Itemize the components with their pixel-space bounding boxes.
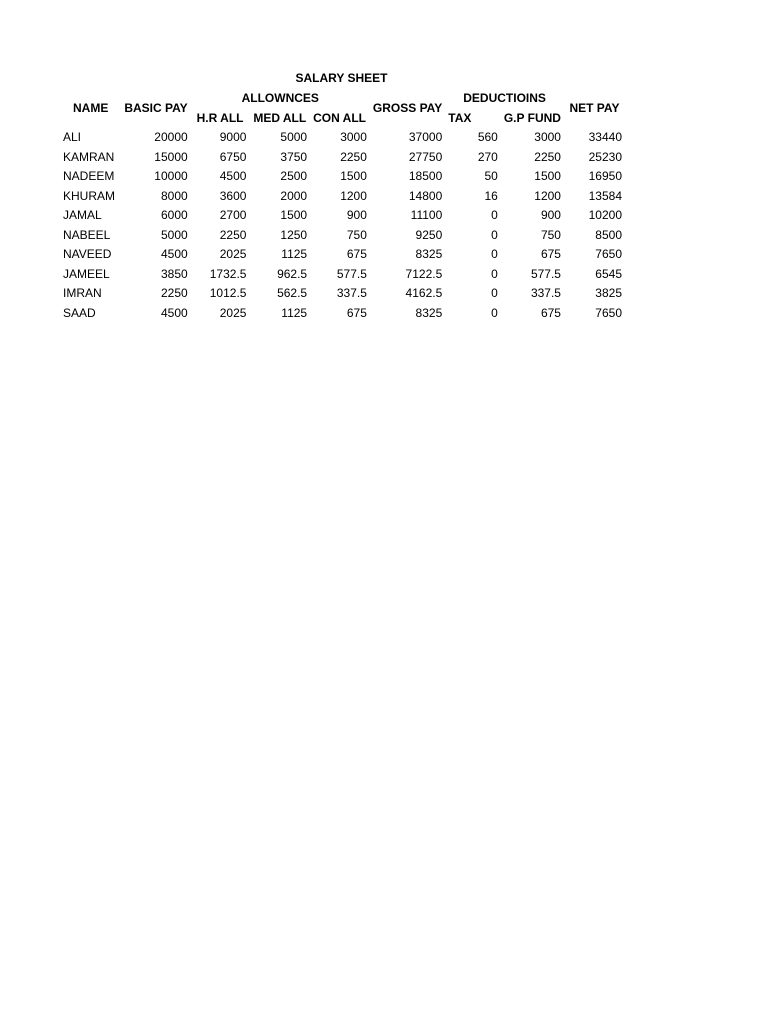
- header-allowances: ALLOWNCES: [241, 91, 319, 105]
- cell-med-all: 2000: [280, 188, 308, 203]
- cell-gp-fund: 900: [540, 208, 561, 222]
- cell-con-all: 577.5: [336, 266, 367, 281]
- header-basic-pay: BASIC PAY: [124, 100, 188, 115]
- header-med-all: MED ALL: [253, 110, 307, 125]
- cell-med-all: 562.5: [277, 286, 308, 300]
- cell-hr-all: 1732.5: [209, 266, 247, 281]
- header-deductions: DEDUCTIOINS: [463, 91, 546, 105]
- cell-gross-pay: 8325: [415, 247, 443, 261]
- cell-hr-all: 1012.5: [209, 286, 247, 300]
- cell-name: JAMEEL: [63, 266, 110, 281]
- cell-gross-pay: 11100: [410, 208, 443, 222]
- cell-tax: 560: [477, 130, 498, 144]
- header-name: NAME: [72, 100, 109, 115]
- cell-net-pay: 16950: [588, 169, 622, 183]
- cell-name: NADEEM: [63, 169, 115, 183]
- cell-con-all: 750: [346, 227, 367, 242]
- cell-net-pay: 25230: [588, 149, 622, 164]
- cell-con-all: 900: [346, 208, 367, 222]
- cell-gross-pay: 4162.5: [405, 286, 443, 300]
- header-net-pay: NET PAY: [569, 100, 620, 115]
- cell-hr-all: 6750: [219, 149, 247, 164]
- cell-med-all: 3750: [280, 149, 308, 164]
- cell-tax: 0: [491, 227, 498, 242]
- cell-med-all: 1250: [280, 227, 308, 242]
- cell-name: ALI: [63, 130, 82, 144]
- cell-tax: 0: [491, 305, 498, 320]
- cell-name: NABEEL: [63, 227, 111, 242]
- cell-net-pay: 6545: [595, 266, 622, 281]
- cell-hr-all: 9000: [219, 130, 247, 144]
- cell-tax: 0: [491, 266, 498, 281]
- header-row-top: [60, 89, 625, 109]
- cell-gp-fund: 1200: [534, 188, 561, 203]
- cell-con-all: 675: [346, 247, 367, 261]
- cell-med-all: 1500: [280, 208, 308, 222]
- cell-hr-all: 2700: [219, 208, 247, 222]
- cell-name: IMRAN: [63, 286, 102, 300]
- cell-name: SAAD: [63, 305, 96, 320]
- cell-gross-pay: 37000: [408, 130, 443, 144]
- cell-gp-fund: 750: [540, 227, 561, 242]
- cell-tax: 270: [477, 149, 498, 164]
- cell-gross-pay: 27750: [408, 149, 443, 164]
- cell-con-all: 1200: [340, 188, 367, 203]
- cell-con-all: 337.5: [336, 286, 367, 300]
- cell-gp-fund: 337.5: [530, 286, 561, 300]
- cell-name: KHURAM: [63, 188, 116, 203]
- cell-basic-pay: 2250: [160, 286, 188, 300]
- cell-tax: 0: [491, 247, 498, 261]
- cell-basic-pay: 4500: [160, 305, 188, 320]
- cell-gross-pay: 18500: [408, 169, 443, 183]
- cell-con-all: 2250: [340, 149, 367, 164]
- cell-hr-all: 4500: [219, 169, 247, 183]
- cell-med-all: 1125: [281, 305, 308, 320]
- cell-med-all: 1125: [281, 247, 308, 261]
- cell-gross-pay: 7122.5: [405, 266, 443, 281]
- cell-net-pay: 33440: [588, 130, 622, 144]
- table-row: [60, 304, 625, 324]
- table-row: [60, 187, 625, 207]
- cell-net-pay: 8500: [595, 227, 622, 242]
- cell-name: NAVEED: [63, 247, 112, 261]
- cell-basic-pay: 10000: [154, 169, 188, 183]
- cell-gross-pay: 14800: [408, 188, 443, 203]
- header-con-all: CON ALL: [313, 110, 366, 125]
- cell-tax: 50: [484, 169, 498, 183]
- cell-tax: 0: [491, 286, 498, 300]
- sheet-title-text: SALARY SHEET: [295, 71, 388, 85]
- salary-table: [60, 89, 625, 323]
- cell-con-all: 1500: [340, 169, 367, 183]
- cell-gp-fund: 1500: [534, 169, 561, 183]
- cell-basic-pay: 20000: [154, 130, 188, 144]
- cell-basic-pay: 5000: [160, 227, 188, 242]
- cell-hr-all: 2250: [219, 227, 247, 242]
- table-row: [60, 265, 625, 285]
- sheet-title: [60, 69, 625, 88]
- cell-gp-fund: 675: [540, 305, 561, 320]
- header-tax: TAX: [448, 110, 472, 125]
- table-row: [60, 206, 625, 226]
- cell-gross-pay: 8325: [415, 305, 443, 320]
- cell-gp-fund: 577.5: [530, 266, 561, 281]
- table-row: [60, 284, 625, 304]
- cell-gp-fund: 2250: [534, 149, 561, 164]
- cell-med-all: 5000: [280, 130, 308, 144]
- header-hr-all: H.R ALL: [196, 110, 244, 125]
- cell-hr-all: 2025: [219, 305, 247, 320]
- table-row: [60, 226, 625, 246]
- cell-net-pay: 13584: [588, 188, 622, 203]
- cell-con-all: 3000: [340, 130, 367, 144]
- cell-gross-pay: 9250: [415, 227, 443, 242]
- cell-name: KAMRAN: [63, 149, 115, 164]
- table-row: [60, 167, 625, 187]
- cell-net-pay: 7650: [595, 247, 622, 261]
- header-gp-fund: G.P FUND: [503, 110, 561, 125]
- cell-name: JAMAL: [63, 208, 102, 222]
- cell-net-pay: 7650: [595, 305, 622, 320]
- cell-con-all: 675: [346, 305, 367, 320]
- cell-basic-pay: 15000: [154, 149, 188, 164]
- cell-gp-fund: 3000: [534, 130, 561, 144]
- cell-tax: 0: [491, 208, 498, 222]
- table-row: [60, 128, 625, 148]
- cell-basic-pay: 4500: [160, 247, 188, 261]
- header-gross-pay: GROSS PAY: [372, 100, 443, 115]
- cell-tax: 16: [484, 188, 498, 203]
- cell-gp-fund: 675: [540, 247, 561, 261]
- cell-hr-all: 2025: [219, 247, 247, 261]
- cell-basic-pay: 3850: [160, 266, 188, 281]
- table-body: [60, 128, 625, 323]
- cell-med-all: 962.5: [277, 266, 308, 281]
- cell-basic-pay: 6000: [160, 208, 188, 222]
- cell-basic-pay: 8000: [160, 188, 188, 203]
- cell-net-pay: 10200: [588, 208, 622, 222]
- table-row: [60, 245, 625, 265]
- cell-med-all: 2500: [280, 169, 308, 183]
- cell-net-pay: 3825: [595, 286, 622, 300]
- cell-hr-all: 3600: [219, 188, 247, 203]
- table-row: [60, 148, 625, 168]
